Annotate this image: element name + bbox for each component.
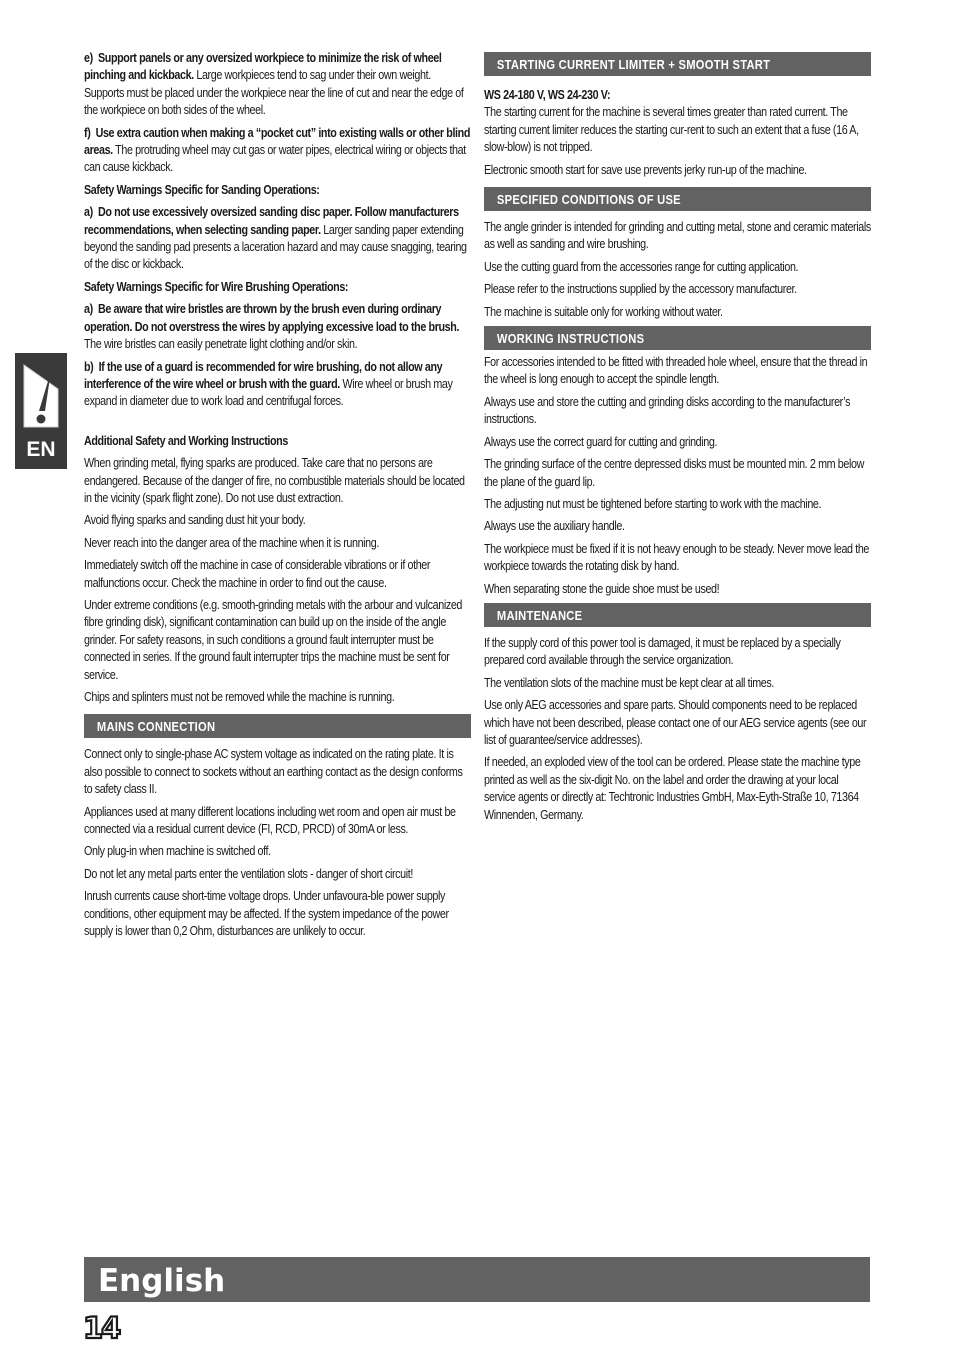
maintenance-paragraph: If the supply cord of this power tool is damaged, it must be replaced by a specially prepared cord available through the service organization. xyxy=(484,635,841,668)
working-instructions-heading: WORKING INSTRUCTIONS xyxy=(484,326,871,350)
limiter-paragraph: The starting current for the machine is several times greater than rated current. The starting current limiter reduces the starting cur-rent to such an extent that a fuse (16 A, slow-blow) is not tripped. xyxy=(484,105,859,155)
additional-paragraph: Never reach into the danger area of the machine when it is running. xyxy=(84,535,379,550)
working-paragraph: When separating stone the guide shoe must be used! xyxy=(484,581,720,596)
paragraph-e xyxy=(84,50,471,120)
working-paragraph: Always use and store the cutting and grinding disks according to the manufacturer’s instructions. xyxy=(484,394,851,427)
mains-paragraph: Connect only to single-phase AC system voltage as indicated on the rating plate. It is also possible to connect to sockets without an earthing contact as the design conforms to safety class II. xyxy=(84,747,463,797)
limiter-paragraph: Electronic smooth start for save use prevents jerky run-up of the machine. xyxy=(484,162,807,177)
working-paragraph: The workpiece must be fixed if it is not heavy enough to be steady. Never move lead the workpiece towards the rotating disk by hand. xyxy=(484,541,870,574)
additional-heading: Additional Safety and Working Instructions xyxy=(84,433,288,448)
additional-paragraph: Immediately switch off the machine in case of considerable vibrations or if other malfunctions occur. Check the machine in order to find out the cause. xyxy=(84,558,431,590)
mains-paragraph: Inrush currents cause short-time voltage drops. Under unfavoura-ble power supply conditions, other equipment may be affected. If the system impedance of the power supply is lower than 0,2 Ohm, disturbances are unlikely to occur. xyxy=(84,889,449,939)
working-paragraph: Always use the correct guard for cutting and grinding. xyxy=(484,434,718,449)
sanding-heading: Safety Warnings Specific for Sanding Operations: xyxy=(84,182,320,197)
footer-bar xyxy=(84,1257,870,1302)
working-paragraph: The grinding surface of the centre depressed disks must be mounted min. 2 mm below the plane of the guard lip. xyxy=(484,457,864,489)
conditions-paragraph: The angle grinder is intended for grinding and cutting metal, stone and ceramic materials as well as sanding and wire brushing. xyxy=(484,220,871,252)
additional-paragraph: Chips and splinters must not be removed while the machine is running. xyxy=(84,690,395,704)
language-code: EN xyxy=(26,438,56,461)
sanding-item-a-bold: a) Do not use excessively oversized sanding disc paper. Follow manufacturers recommendations, when selecting sanding paper. xyxy=(84,205,459,237)
left-column xyxy=(84,50,471,945)
conditions-paragraph: Please refer to the instructions supplied by the accessory manufacturer. xyxy=(484,282,797,297)
brushing-item-a-text: The wire bristles can easily penetrate light clothing and/or skin. xyxy=(84,337,358,352)
specified-conditions-heading: SPECIFIED CONDITIONS OF USE xyxy=(484,187,871,211)
paragraph-f xyxy=(84,125,471,177)
mains-connection-heading: MAINS CONNECTION xyxy=(84,714,471,738)
maintenance-heading: MAINTENANCE xyxy=(484,603,871,627)
page-number: 14 xyxy=(83,1311,120,1345)
paragraph-e-text: Large workpieces tend to sag under their own weight. Supports must be placed under the workpiece near the line of cut and near the edge of the workpiece on both sides of the wheel. xyxy=(84,68,464,118)
maintenance-paragraph: Use only AEG accessories and spare parts. Should components need to be replaced which have not been described, please contact one of our AEG service agents (see our list of guarantee/service addresses). xyxy=(484,698,867,747)
paragraph-f-bold: f) Use extra caution when making a “pocket cut” into existing walls or other blind areas. xyxy=(84,125,471,158)
mains-paragraph: Only plug-in when machine is switched off. xyxy=(84,844,271,859)
brushing-item-a xyxy=(84,301,471,353)
conditions-paragraph: Use the cutting guard from the accessories range for cutting application. xyxy=(484,259,799,274)
brushing-item-b xyxy=(84,359,471,411)
additional-paragraph: Avoid flying sparks and sanding dust hit your body. xyxy=(84,513,306,528)
maintenance-paragraph: If needed, an exploded view of the tool can be ordered. Please state the machine type printed as well as the six-digit No. on the label and order the drawing at your local service agents or directly at: Techtronic Industries GmbH, Max-Eyth-Straße 10, 71364 Winnenden, Germany. xyxy=(484,755,861,822)
footer-language-title: English xyxy=(98,1263,226,1299)
brushing-heading: Safety Warnings Specific for Wire Brushing Operations: xyxy=(84,279,349,294)
working-paragraph: Always use the auxiliary handle. xyxy=(484,519,625,534)
right-column xyxy=(484,50,871,829)
starting-current-heading: STARTING CURRENT LIMITER + SMOOTH START xyxy=(484,52,871,76)
limiter-models: WS 24-180 V, WS 24-230 V: xyxy=(484,88,611,102)
brushing-item-a-bold: a) Be aware that wire bristles are thrown by the brush even during ordinary operation. Do not overstress the wires by applying excessive load to the brush. xyxy=(84,302,460,334)
brushing-item-b-bold: b) If the use of a guard is recommended for wire brushing, do not allow any interference of the wire wheel or brush with the guard. xyxy=(84,359,443,391)
mains-paragraph: Appliances used at many different locations including wet room and open air must be connected via a residual current device (FI, RCD, PRCD) of 30mA or less. xyxy=(84,804,456,837)
maintenance-paragraph: The ventilation slots of the machine must be kept clear at all times. xyxy=(484,675,774,690)
warning-exclamation-icon xyxy=(18,361,64,431)
mains-paragraph: Do not let any metal parts enter the ventilation slots - danger of short circuit! xyxy=(84,866,413,881)
working-paragraph: For accessories intended to be fitted with threaded hole wheel, ensure that the thread in the wheel is long enough to accept the spindle length. xyxy=(484,355,868,387)
paragraph-f-text: The protruding wheel may cut gas or water pipes, electrical wiring or objects that can cause kickback. xyxy=(84,143,466,175)
additional-paragraph: Under extreme conditions (e.g. smooth-grinding metals with the arbour and vulcanized fibre grinding disk), significant contamination can build up on the inside of the angle grinder. For safety reasons, in such conditions a ground fault interrupter must be connected in series. If the ground fault interrupter trips the machine must be sent for service. xyxy=(84,597,463,682)
working-paragraph: The adjusting nut must be tightened before starting to work with the machine. xyxy=(484,496,822,511)
sanding-item-a-text: Larger sanding paper extending beyond the sanding pad presents a laceration hazard and may cause snagging, tearing of the disc or kickback. xyxy=(84,222,467,272)
conditions-paragraph: The machine is suitable only for working without water. xyxy=(484,304,723,319)
language-tab xyxy=(15,353,67,469)
brushing-item-b-text: Wire wheel or brush may expand in diameter due to work load and centrifugal forces. xyxy=(84,376,453,409)
paragraph-e-bold: e) Support panels or any oversized workpiece to minimize the risk of wheel pinching and kickback. xyxy=(84,51,442,83)
additional-paragraph: When grinding metal, flying sparks are produced. Take care that no persons are endangered. Because of the danger of fire, no combustible materials should be located in the vicinity (spark flight zone). Do not use dust extraction. xyxy=(84,456,465,505)
sanding-item-a xyxy=(84,204,471,274)
